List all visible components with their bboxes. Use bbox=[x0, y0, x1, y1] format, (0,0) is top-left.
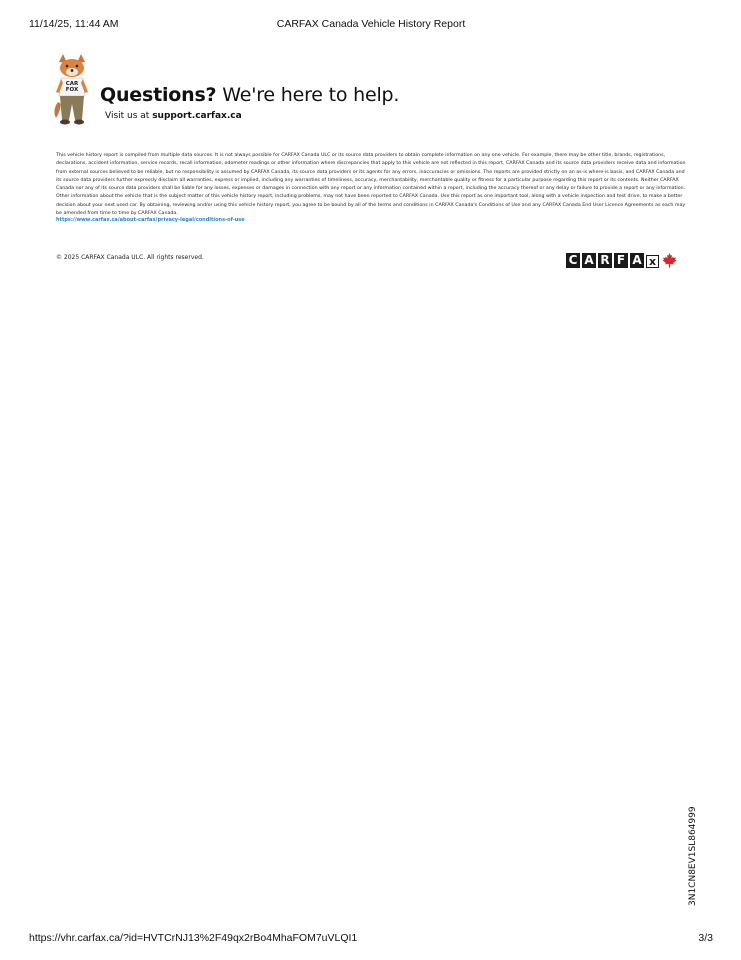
logo-letter: A bbox=[630, 253, 644, 268]
support-visit-line bbox=[105, 111, 242, 121]
support-link[interactable]: support.carfax.ca bbox=[152, 111, 242, 121]
page-number: 3/3 bbox=[698, 932, 713, 944]
logo-letter: F bbox=[614, 253, 628, 268]
print-header bbox=[29, 18, 713, 32]
mascot-pants bbox=[60, 96, 84, 120]
mascot-tail bbox=[54, 102, 61, 118]
maple-leaf-icon bbox=[661, 252, 678, 269]
print-page-title: CARFAX Canada Vehicle History Report bbox=[276, 18, 466, 30]
disclaimer-text: This vehicle history report is compiled from multiple data sources. It is not always possible for CARFAX Canada ULC or its source data providers to obtain complete information on any one vehicle. For example, there may be other title, brands, registrations, declarations, accident information, service records, recall information, odometer readings or other information where discrepancies that apply to this vehicle are not reflected in this report. CARFAX Canada and its source data providers receive data and information from external sources believed to be reliable, but no responsibility is assumed by CARFAX Canada, its source data providers or its agents for any errors, inaccuracies or omissions. The reports are provided strictly on an as-is where-is basis, and CARFAX Canada and its source data providers further expressly disclaim all warranties, express or implied, including any warranties of timeliness, accuracy, merchantability, merchantable quality or fitness for a particular purpose regarding this report or its contents. Neither CARFAX Canada nor any of its source data providers shall be liable for any losses, expenses or damages in connection with any report or any information contained within a report, including the accuracy thereof or any delay or failure to provide a report or any information. Other information about the vehicle that is the subject matter of this vehicle history report, including problems, may not have been reported to CARFAX Canada. Use this report as one important tool, along with a vehicle inspection and test drive, to make a better decision about your next used car. By obtaining, reviewing and/or using this vehicle history report, you agree to be bound by all of the terms and conditions in CARFAX Canada's Conditions of Use and any CARFAX Canada End User Licence Agreements as each may be amended from time to time by CARFAX Canada. bbox=[56, 153, 686, 217]
conditions-of-use-link[interactable]: https://www.carfax.ca/about-carfax/privacy-legal/conditions-of-use bbox=[56, 217, 245, 223]
vin-number: 3N1CN8EV1SL864999 bbox=[688, 806, 698, 906]
carfox-mascot-image bbox=[52, 54, 92, 128]
print-url: https://vhr.carfax.ca/?id=HVTCrNJ13%2F49qx2rBo4MhaFOM7uVLQI1 bbox=[29, 932, 358, 944]
copyright-text: © 2025 CARFAX Canada ULC. All rights reserved. bbox=[56, 254, 204, 261]
mascot-shirt-text-1: CAR bbox=[65, 81, 79, 87]
support-heading bbox=[100, 84, 399, 106]
print-datetime: 11/14/25, 11:44 AM bbox=[29, 18, 119, 30]
carfax-logo bbox=[566, 251, 678, 269]
mascot-shirt-text-2: FOX bbox=[65, 87, 79, 93]
logo-letter: C bbox=[566, 253, 580, 268]
support-heading-bold: Questions? bbox=[100, 84, 217, 106]
logo-letter: A bbox=[582, 253, 596, 268]
logo-letter: R bbox=[598, 253, 612, 268]
logo-x-letter: x bbox=[646, 255, 659, 268]
support-heading-rest: We're here to help. bbox=[216, 84, 400, 106]
support-visit-prefix: Visit us at bbox=[105, 111, 153, 121]
print-footer bbox=[29, 932, 713, 946]
